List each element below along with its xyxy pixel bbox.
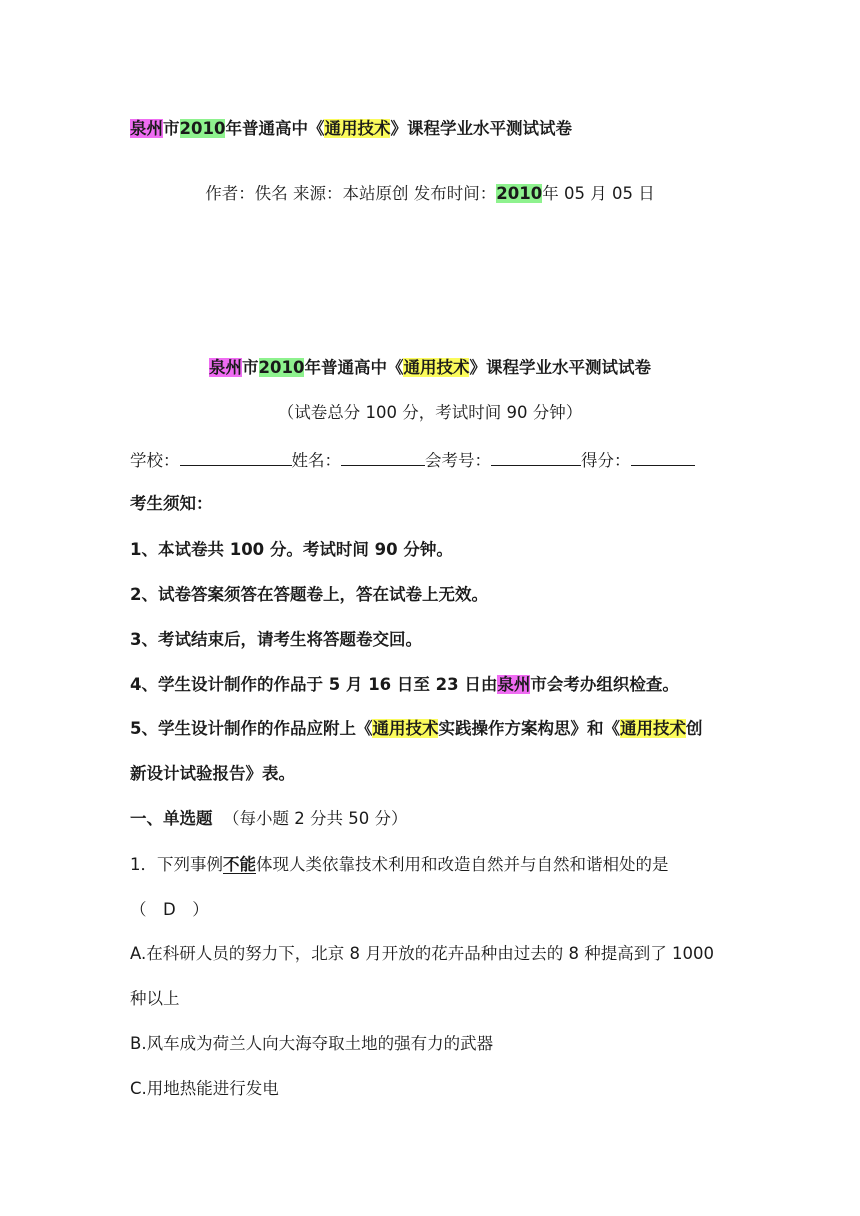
subject-highlight: 通用技术	[403, 358, 470, 377]
notice-1: 1、本试卷共 100 分。考试时间 90 分钟。	[130, 540, 453, 559]
question-1-option-a: A.在科研人员的努力下，北京 8 月开放的花卉品种由过去的 8 种提高到了 1000	[130, 944, 714, 963]
score-label: 得分：	[581, 451, 631, 470]
notice-5-continued: 新设计试验报告》表。	[130, 764, 295, 783]
question-1-option-c: C.用地热能进行发电	[130, 1079, 279, 1098]
school-blank[interactable]	[180, 447, 292, 466]
notice-5: 5、学生设计制作的作品应附上《通用技术实践操作方案构思》和《通用技术创	[130, 719, 703, 738]
section-1-note: （每小题 2 分共 50 分）	[223, 809, 408, 828]
question-1-stem: 1．下列事例不能体现人类依靠技术利用和改造自然并与自然和谐相处的是	[130, 855, 669, 874]
meta-year-highlight: 2010	[496, 184, 543, 203]
notice-4: 4、学生设计制作的作品于 5 月 16 日至 23 日由泉州市会考办组织检查。	[130, 675, 679, 694]
name-label: 姓名：	[291, 451, 341, 470]
notice-3: 3、考试结束后，请考生将答题卷交回。	[130, 630, 422, 649]
city-highlight: 泉州	[209, 358, 243, 377]
name-blank[interactable]	[341, 447, 425, 466]
section-1-heading	[130, 806, 407, 832]
notice-2: 2、试卷答案须答在答题卷上，答在试卷上无效。	[130, 585, 488, 604]
paper-subtitle: （试卷总分 100 分，考试时间 90 分钟）	[277, 403, 583, 422]
subject-highlight: 通用技术	[372, 719, 439, 738]
question-1-answer: （ D ）	[130, 900, 209, 919]
paper-title: 泉州市2010年普通高中《通用技术》课程学业水平测试试卷	[209, 358, 651, 377]
section-1-title: 一、单选题	[130, 809, 213, 828]
year-highlight: 2010	[179, 119, 226, 138]
header-meta: 作者：佚名 来源：本站原创 发布时间：2010年 05 月 05 日	[205, 184, 655, 203]
exam-no-label: 会考号：	[425, 451, 491, 470]
subject-highlight: 通用技术	[619, 719, 686, 738]
subject-highlight: 通用技术	[324, 119, 391, 138]
question-1-option-b: B.风车成为荷兰人向大海夺取土地的强有力的武器	[130, 1034, 494, 1053]
school-label: 学校：	[130, 451, 180, 470]
score-blank[interactable]	[631, 447, 695, 466]
question-1-option-a-continued: 种以上	[130, 989, 180, 1008]
city-highlight: 泉州	[497, 675, 531, 694]
exam-no-blank[interactable]	[491, 447, 581, 466]
student-info-fields	[130, 447, 695, 474]
city-highlight: 泉州	[130, 119, 163, 138]
header-title: 泉州市2010年普通高中《通用技术》课程学业水平测试试卷	[130, 119, 572, 138]
notice-title: 考生须知：	[130, 494, 213, 513]
emphasis-not: 不能	[223, 855, 256, 874]
year-highlight: 2010	[258, 358, 305, 377]
